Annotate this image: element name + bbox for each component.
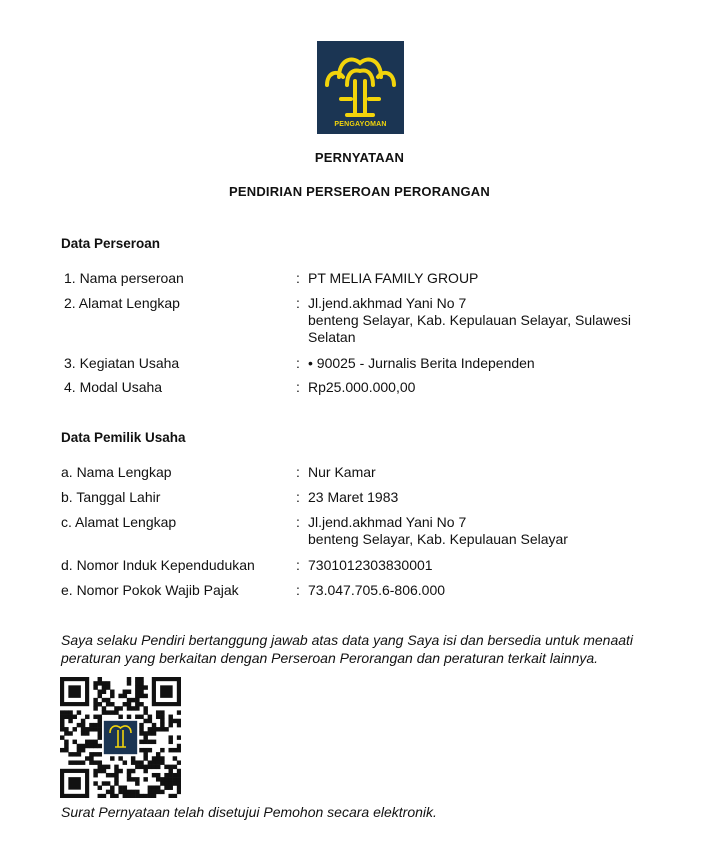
field-value: Jl.jend.akhmad Yani No 7: [308, 514, 467, 530]
field-colon: :: [296, 582, 300, 598]
field-label: d. Nomor Induk Kependudukan: [61, 557, 255, 573]
statement-line: peraturan yang berkaitan dengan Perseroan Perorangan dan peraturan terkait lainnya.: [61, 650, 599, 666]
field-colon: :: [296, 464, 300, 480]
footer-note: Surat Pernyataan telah disetujui Pemohon secara elektronik.: [61, 804, 437, 820]
statement-line: Saya selaku Pendiri bertanggung jawab atas data yang Saya isi dan bersedia untuk menaati: [61, 632, 634, 648]
field-colon: :: [296, 379, 300, 395]
field-label: 3. Kegiatan Usaha: [64, 355, 180, 371]
field-colon: :: [296, 489, 300, 505]
field-value: 23 Maret 1983: [308, 489, 399, 505]
document-subtitle: PENDIRIAN PERSEROAN PERORANGAN: [229, 184, 490, 199]
field-value: PT MELIA FAMILY GROUP: [308, 270, 479, 286]
field-colon: :: [296, 355, 300, 371]
field-colon: :: [296, 270, 300, 286]
field-value: Selatan: [308, 329, 356, 345]
field-label: e. Nomor Pokok Wajib Pajak: [61, 582, 239, 598]
document-title: PERNYATAAN: [314, 150, 405, 165]
field-colon: :: [296, 557, 300, 573]
field-label: 1. Nama perseroan: [64, 270, 184, 286]
field-value: benteng Selayar, Kab. Kepulauan Selayar: [308, 531, 568, 547]
field-value: • 90025 - Jurnalis Berita Independen: [308, 355, 535, 371]
field-colon: :: [296, 295, 300, 311]
pengayoman-emblem-icon: [317, 41, 404, 121]
field-label: c. Alamat Lengkap: [61, 514, 177, 530]
statement-paragraph: [61, 631, 681, 667]
field-value: Rp25.000.000,00: [308, 379, 416, 395]
field-value: Jl.jend.akhmad Yani No 7: [308, 295, 467, 311]
field-colon: :: [296, 514, 300, 530]
logo-text: PENGAYOMAN: [334, 121, 387, 128]
field-label: a. Nama Lengkap: [61, 464, 172, 480]
field-value: Nur Kamar: [308, 464, 376, 480]
field-label: 2. Alamat Lengkap: [64, 295, 180, 311]
qr-code: [60, 677, 181, 798]
field-value: 73.047.705.6-806.000: [308, 582, 446, 598]
field-value: benteng Selayar, Kab. Kepulauan Selayar, Sulawesi: [308, 312, 632, 328]
pengayoman-logo: [317, 41, 404, 134]
field-value: 7301012303830001: [308, 557, 433, 573]
field-label: b. Tanggal Lahir: [61, 489, 161, 505]
company-section-heading: Data Perseroan: [61, 236, 161, 251]
owner-section-heading: Data Pemilik Usaha: [61, 430, 186, 445]
field-label: 4. Modal Usaha: [64, 379, 163, 395]
